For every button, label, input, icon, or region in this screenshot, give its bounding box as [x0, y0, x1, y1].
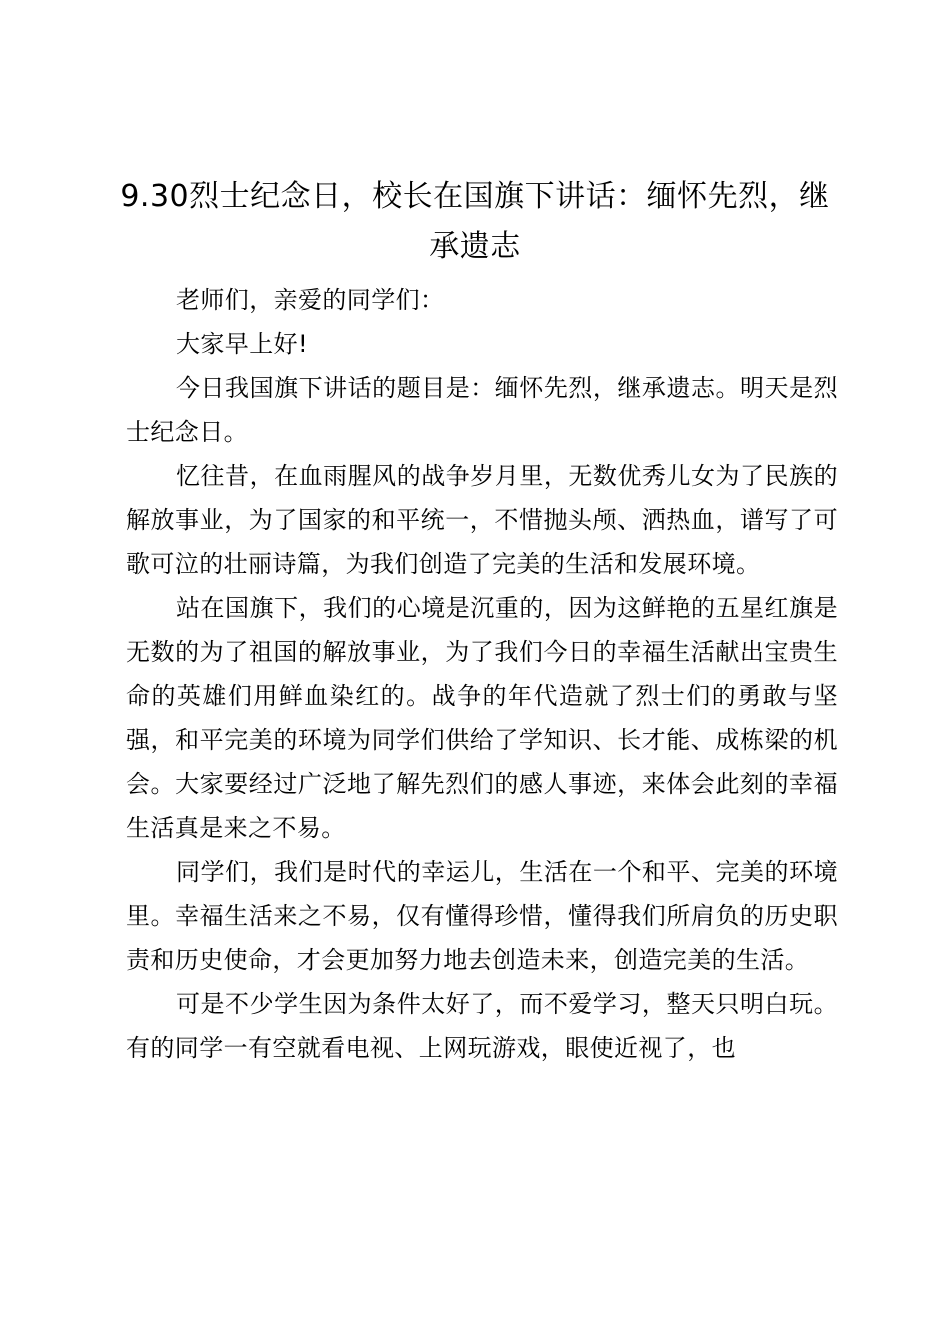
document-body [126, 278, 838, 1070]
document-title: 9.30烈士纪念日，校长在国旗下讲话：缅怀先烈，继承遗志 [120, 179, 830, 264]
paragraph-students: 同学们，我们是时代的幸运儿，生活在一个和平、完美的环境里。幸福生活来之不易，仅有懂得珍惜，懂得我们所肩负的历史职责和历史使命，才会更加努力地去创造未来，创造完美的生活。 [126, 858, 838, 974]
paragraph-recall: 忆往昔，在血雨腥风的战争岁月里，无数优秀儿女为了民族的解放事业，为了国家的和平统一，不惜抛头颅、洒热血，谱写了可歌可泣的壮丽诗篇，为我们创造了完美的生活和发展环境。 [126, 462, 838, 578]
paragraph-warning: 可是不少学生因为条件太好了，而不爱学习，整天只明白玩。有的同学一有空就看电视、上网玩游戏，眼使近视了，也 [126, 990, 838, 1062]
paragraph-greeting: 老师们，亲爱的同学们： [176, 286, 445, 314]
paragraph-topic: 今日我国旗下讲话的题目是：缅怀先烈，继承遗志。明天是烈士纪念日。 [126, 374, 838, 446]
paragraph-morning: 大家早上好! [176, 330, 309, 358]
paragraph-flag: 站在国旗下，我们的心境是沉重的，因为这鲜艳的五星红旗是无数的为了祖国的解放事业，为了我们今日的幸福生活献出宝贵生命的英雄们用鲜血染红的。战争的年代造就了烈士们的勇敢与坚强，和平完美的环境为同学们供给了学知识、长才能、成栋梁的机会。大家要经过广泛地了解先烈们的感人事迹，来体会此刻的幸福生活真是来之不易。 [126, 594, 838, 842]
